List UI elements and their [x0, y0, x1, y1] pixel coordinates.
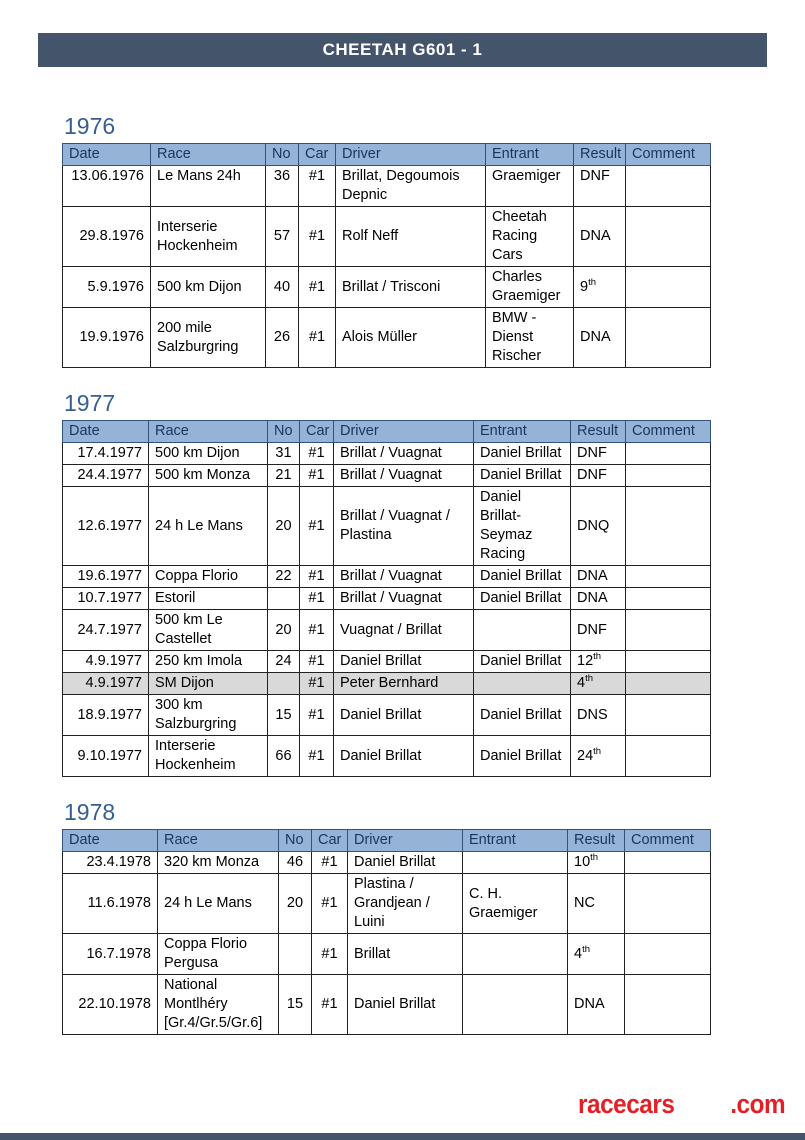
footer-bar: [0, 1133, 805, 1140]
column-header-result: Result: [574, 144, 626, 166]
cell-comment: [626, 566, 711, 588]
cell-result: 12th: [571, 651, 626, 673]
cell-comment: [626, 166, 711, 207]
cell-entrant: Graemiger: [486, 166, 574, 207]
cell-result: DNA: [574, 308, 626, 368]
table-row: [63, 207, 711, 267]
table-row: [63, 588, 711, 610]
cell-result: DNA: [571, 588, 626, 610]
table-row: [63, 673, 711, 695]
cell-comment: [626, 673, 711, 695]
cell-result: DNF: [574, 166, 626, 207]
cell-car: #1: [300, 588, 334, 610]
year-heading: 1976: [64, 113, 116, 139]
cell-race: 24 h Le Mans: [158, 874, 279, 934]
cell-comment: [626, 443, 711, 465]
cell-entrant: [463, 975, 568, 1035]
cell-race: 200 mile Salzburgring: [151, 308, 266, 368]
cell-result: DNQ: [571, 487, 626, 566]
cell-car: #1: [299, 267, 336, 308]
cell-car: #1: [312, 975, 348, 1035]
cell-entrant: Daniel Brillat-Seymaz Racing: [474, 487, 571, 566]
cell-driver: Daniel Brillat: [348, 975, 463, 1035]
cell-driver: Brillat / Trisconi: [336, 267, 486, 308]
cell-entrant: BMW - Dienst Rischer: [486, 308, 574, 368]
column-header-result: Result: [568, 830, 625, 852]
cell-car: #1: [300, 566, 334, 588]
table-row: [63, 308, 711, 368]
cell-no: 15: [268, 695, 300, 736]
column-header-entrant: Entrant: [474, 421, 571, 443]
cell-result: 10th: [568, 852, 625, 874]
cell-date: 23.4.1978: [63, 852, 158, 874]
cell-car: #1: [299, 207, 336, 267]
cell-no: [268, 588, 300, 610]
cell-entrant: Daniel Brillat: [474, 651, 571, 673]
cell-driver: Brillat / Vuagnat: [334, 465, 474, 487]
cell-comment: [626, 736, 711, 777]
cell-no: 31: [268, 443, 300, 465]
race-results-table-1976: [62, 143, 711, 368]
cell-race: 250 km Imola: [149, 651, 268, 673]
racecars-logo: [578, 1089, 785, 1120]
cell-date: 5.9.1976: [63, 267, 151, 308]
season-section-1976: [62, 112, 710, 368]
cell-no: 20: [268, 610, 300, 651]
cell-driver: Daniel Brillat: [334, 695, 474, 736]
cell-car: #1: [312, 874, 348, 934]
cell-result: NC: [568, 874, 625, 934]
cell-comment: [625, 852, 711, 874]
cell-driver: Brillat / Vuagnat: [334, 588, 474, 610]
cell-driver: Daniel Brillat: [334, 736, 474, 777]
cell-entrant: Daniel Brillat: [474, 443, 571, 465]
cell-entrant: Daniel Brillat: [474, 566, 571, 588]
cell-entrant: Cheetah Racing Cars: [486, 207, 574, 267]
season-section-1978: [62, 798, 710, 1035]
content-area: [62, 100, 710, 1035]
cell-result: DNF: [571, 610, 626, 651]
cell-date: 24.4.1977: [63, 465, 149, 487]
cell-comment: [626, 267, 711, 308]
column-header-car: Car: [312, 830, 348, 852]
cell-driver: Vuagnat / Brillat: [334, 610, 474, 651]
cell-date: 11.6.1978: [63, 874, 158, 934]
cell-car: #1: [300, 610, 334, 651]
cell-race: Interserie Hockenheim: [149, 736, 268, 777]
cell-comment: [626, 308, 711, 368]
cell-comment: [625, 874, 711, 934]
cell-race: 500 km Le Castellet: [149, 610, 268, 651]
cell-date: 19.9.1976: [63, 308, 151, 368]
cell-date: 24.7.1977: [63, 610, 149, 651]
cell-driver: Alois Müller: [336, 308, 486, 368]
cell-driver: Brillat / Vuagnat / Plastina: [334, 487, 474, 566]
year-heading: 1977: [64, 390, 116, 416]
column-header-car: Car: [299, 144, 336, 166]
cell-no: 40: [266, 267, 299, 308]
cell-result: 4th: [571, 673, 626, 695]
racecars-logo-main: racecars: [577, 1089, 675, 1119]
column-header-driver: Driver: [336, 144, 486, 166]
table-row: [63, 651, 711, 673]
cell-no: 20: [279, 874, 312, 934]
cell-comment: [626, 207, 711, 267]
cell-driver: Brillat / Vuagnat: [334, 566, 474, 588]
cell-date: 4.9.1977: [63, 651, 149, 673]
column-header-entrant: Entrant: [486, 144, 574, 166]
header-row: [63, 421, 711, 443]
page-title: CHEETAH G601 - 1: [322, 40, 483, 59]
cell-no: 24: [268, 651, 300, 673]
cell-race: 320 km Monza: [158, 852, 279, 874]
cell-race: Coppa Florio Pergusa: [158, 934, 279, 975]
column-header-result: Result: [571, 421, 626, 443]
cell-no: 15: [279, 975, 312, 1035]
cell-driver: Peter Bernhard: [334, 673, 474, 695]
cell-entrant: Daniel Brillat: [474, 695, 571, 736]
title-bar: [38, 33, 767, 67]
cell-entrant: [474, 673, 571, 695]
header-row: [63, 144, 711, 166]
table-row: [63, 695, 711, 736]
table-row: [63, 610, 711, 651]
cell-car: #1: [300, 673, 334, 695]
cell-car: #1: [312, 934, 348, 975]
table-row: [63, 852, 711, 874]
cell-driver: Brillat, Degoumois Depnic: [336, 166, 486, 207]
column-header-race: Race: [151, 144, 266, 166]
column-header-entrant: Entrant: [463, 830, 568, 852]
cell-car: #1: [299, 308, 336, 368]
cell-result: DNF: [571, 443, 626, 465]
cell-no: [268, 673, 300, 695]
column-header-driver: Driver: [348, 830, 463, 852]
cell-comment: [626, 487, 711, 566]
column-header-driver: Driver: [334, 421, 474, 443]
table-row: [63, 874, 711, 934]
cell-entrant: Daniel Brillat: [474, 588, 571, 610]
cell-date: 12.6.1977: [63, 487, 149, 566]
cell-no: 36: [266, 166, 299, 207]
table-row: [63, 934, 711, 975]
cell-comment: [626, 695, 711, 736]
cell-race: Estoril: [149, 588, 268, 610]
cell-car: #1: [300, 487, 334, 566]
cell-no: 22: [268, 566, 300, 588]
table-row: [63, 736, 711, 777]
cell-driver: Plastina / Grandjean / Luini: [348, 874, 463, 934]
cell-driver: Brillat: [348, 934, 463, 975]
cell-race: 500 km Dijon: [149, 443, 268, 465]
cell-driver: Daniel Brillat: [334, 651, 474, 673]
cell-result: DNA: [568, 975, 625, 1035]
column-header-comment: Comment: [626, 421, 711, 443]
cell-entrant: [474, 610, 571, 651]
cell-race: 500 km Monza: [149, 465, 268, 487]
header-row: [63, 830, 711, 852]
cell-car: #1: [300, 651, 334, 673]
cell-entrant: Charles Graemiger: [486, 267, 574, 308]
column-header-car: Car: [300, 421, 334, 443]
cell-result: 24th: [571, 736, 626, 777]
cell-comment: [626, 588, 711, 610]
cell-result: DNS: [571, 695, 626, 736]
cell-race: SM Dijon: [149, 673, 268, 695]
cell-comment: [626, 465, 711, 487]
cell-result: 9th: [574, 267, 626, 308]
cell-car: #1: [300, 443, 334, 465]
cell-comment: [626, 651, 711, 673]
cell-entrant: [463, 934, 568, 975]
cell-no: 21: [268, 465, 300, 487]
cell-driver: Brillat / Vuagnat: [334, 443, 474, 465]
cell-date: 13.06.1976: [63, 166, 151, 207]
column-header-comment: Comment: [625, 830, 711, 852]
table-row: [63, 267, 711, 308]
cell-date: 4.9.1977: [63, 673, 149, 695]
race-results-table-1977: [62, 420, 711, 777]
cell-result: DNA: [574, 207, 626, 267]
cell-race: 300 km Salzburgring: [149, 695, 268, 736]
column-header-date: Date: [63, 830, 158, 852]
cell-date: 22.10.1978: [63, 975, 158, 1035]
cell-entrant: C. H. Graemiger: [463, 874, 568, 934]
column-header-comment: Comment: [626, 144, 711, 166]
cell-no: 66: [268, 736, 300, 777]
column-header-race: Race: [149, 421, 268, 443]
cell-no: 57: [266, 207, 299, 267]
cell-comment: [626, 610, 711, 651]
year-heading: 1978: [64, 799, 116, 825]
cell-date: 16.7.1978: [63, 934, 158, 975]
cell-date: 29.8.1976: [63, 207, 151, 267]
cell-driver: Rolf Neff: [336, 207, 486, 267]
cell-result: DNF: [571, 465, 626, 487]
table-row: [63, 465, 711, 487]
season-section-1977: [62, 389, 710, 777]
column-header-no: No: [279, 830, 312, 852]
cell-entrant: Daniel Brillat: [474, 465, 571, 487]
race-results-table-1978: [62, 829, 711, 1035]
cell-result: DNA: [571, 566, 626, 588]
cell-comment: [625, 934, 711, 975]
cell-race: 500 km Dijon: [151, 267, 266, 308]
table-row: [63, 487, 711, 566]
cell-date: 19.6.1977: [63, 566, 149, 588]
cell-race: National Montlhéry [Gr.4/Gr.5/Gr.6]: [158, 975, 279, 1035]
column-header-date: Date: [63, 421, 149, 443]
column-header-date: Date: [63, 144, 151, 166]
cell-no: 26: [266, 308, 299, 368]
cell-no: [279, 934, 312, 975]
cell-race: Interserie Hockenheim: [151, 207, 266, 267]
cell-entrant: Daniel Brillat: [474, 736, 571, 777]
cell-entrant: [463, 852, 568, 874]
cell-car: #1: [299, 166, 336, 207]
racecars-logo-suffix: .com: [730, 1089, 785, 1119]
cell-comment: [625, 975, 711, 1035]
cell-date: 17.4.1977: [63, 443, 149, 465]
cell-no: 20: [268, 487, 300, 566]
cell-date: 18.9.1977: [63, 695, 149, 736]
cell-car: #1: [300, 736, 334, 777]
cell-car: #1: [300, 695, 334, 736]
column-header-race: Race: [158, 830, 279, 852]
column-header-no: No: [266, 144, 299, 166]
cell-car: #1: [312, 852, 348, 874]
cell-no: 46: [279, 852, 312, 874]
table-row: [63, 975, 711, 1035]
cell-result: 4th: [568, 934, 625, 975]
cell-driver: Daniel Brillat: [348, 852, 463, 874]
cell-date: 9.10.1977: [63, 736, 149, 777]
column-header-no: No: [268, 421, 300, 443]
cell-race: 24 h Le Mans: [149, 487, 268, 566]
cell-race: Coppa Florio: [149, 566, 268, 588]
table-row: [63, 566, 711, 588]
cell-date: 10.7.1977: [63, 588, 149, 610]
table-row: [63, 166, 711, 207]
cell-car: #1: [300, 465, 334, 487]
cell-race: Le Mans 24h: [151, 166, 266, 207]
table-row: [63, 443, 711, 465]
